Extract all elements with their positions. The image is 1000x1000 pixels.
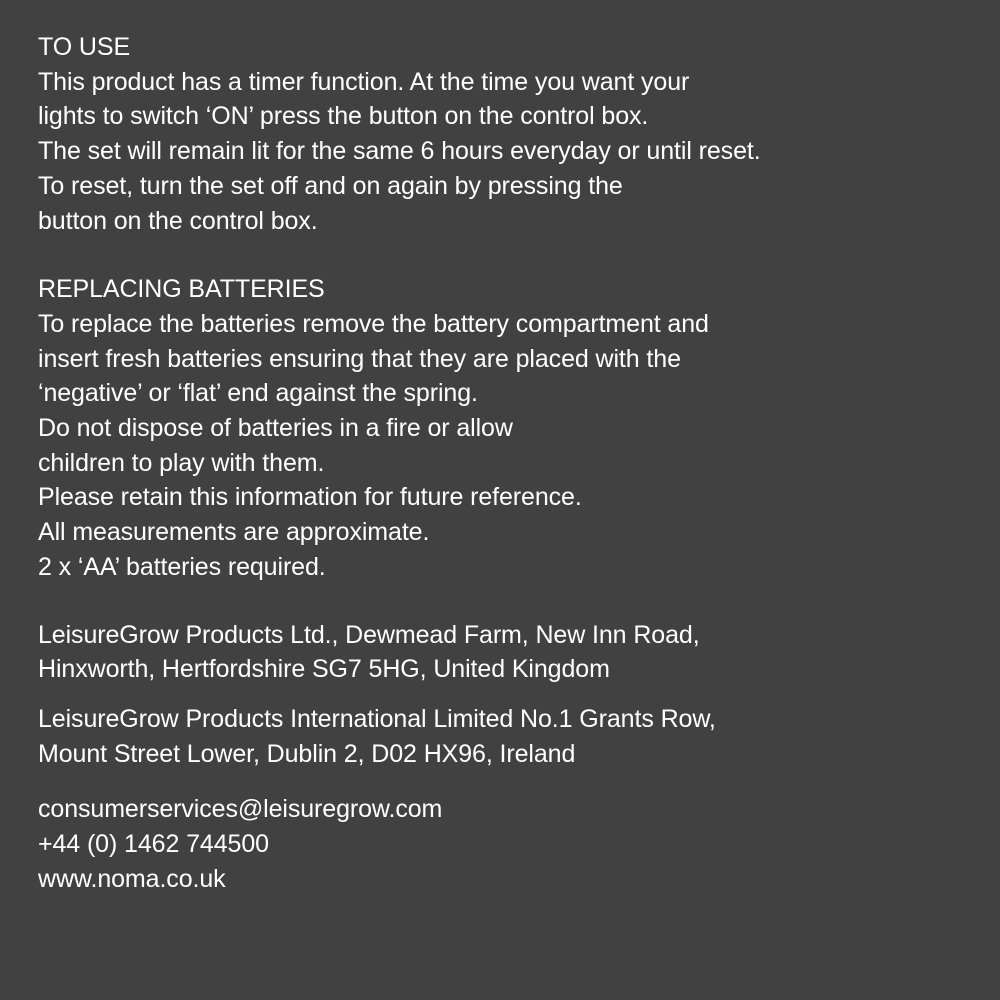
to-use-line: To reset, turn the set off and on again by pressing the xyxy=(38,171,623,200)
to-use-line: The set will remain lit for the same 6 hours everyday or until reset. xyxy=(38,137,761,166)
replacing-batteries-line: 2 x ‘AA’ batteries required. xyxy=(38,552,326,581)
ireland-address-line: LeisureGrow Products International Limited No.1 Grants Row, xyxy=(38,704,716,733)
contact-email: consumerservices@leisuregrow.com xyxy=(38,795,443,824)
replacing-batteries-heading: REPLACING BATTERIES xyxy=(38,275,325,304)
to-use-heading: TO USE xyxy=(38,33,131,61)
to-use-line: This product has a timer function. At the time you want your xyxy=(38,67,690,96)
replacing-batteries-line: Please retain this information for future reference. xyxy=(38,483,582,512)
contact-phone: +44 (0) 1462 744500 xyxy=(38,830,269,859)
contact-details xyxy=(38,792,962,896)
uk-address-line: Hinxworth, Hertfordshire SG7 5HG, United Kingdom xyxy=(38,655,610,684)
to-use-section xyxy=(38,30,962,238)
replacing-batteries-section xyxy=(38,272,962,584)
to-use-line: lights to switch ‘ON’ press the button on the control box. xyxy=(38,102,649,131)
uk-address xyxy=(38,618,962,687)
replacing-batteries-line: To replace the batteries remove the battery compartment and xyxy=(38,309,709,338)
to-use-line: button on the control box. xyxy=(38,206,318,235)
ireland-address xyxy=(38,702,962,771)
ireland-address-line: Mount Street Lower, Dublin 2, D02 HX96, Ireland xyxy=(38,739,576,768)
replacing-batteries-line: insert fresh batteries ensuring that they are placed with the xyxy=(38,344,681,373)
replacing-batteries-line: All measurements are approximate. xyxy=(38,518,430,547)
contact-website: www.noma.co.uk xyxy=(38,864,226,893)
replacing-batteries-line: ‘negative’ or ‘flat’ end against the spring. xyxy=(38,379,478,408)
uk-address-line: LeisureGrow Products Ltd., Dewmead Farm, New Inn Road, xyxy=(38,620,700,649)
replacing-batteries-line: Do not dispose of batteries in a fire or allow xyxy=(38,414,513,443)
replacing-batteries-line: children to play with them. xyxy=(38,448,325,477)
